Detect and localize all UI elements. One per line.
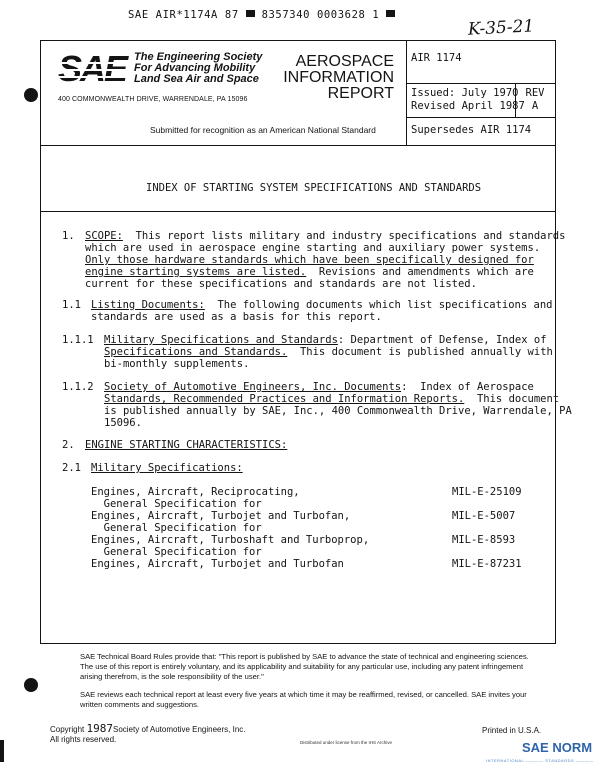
- handwritten-note: K-35-21: [467, 16, 535, 40]
- section-1-1-number: 1.1: [62, 299, 81, 311]
- issued-date: Issued: July 1970: [411, 87, 519, 99]
- spec-item-3-line-1: Engines, Aircraft, Turboshaft and Turboprop,: [91, 534, 370, 546]
- barcode-block-icon: [246, 10, 255, 17]
- issued-box-top: [406, 83, 556, 84]
- punch-hole-icon: [24, 678, 38, 692]
- printed-in: Printed in U.S.A.: [482, 726, 542, 735]
- document-number: AIR 1174: [411, 52, 462, 64]
- distribution-note: Distributed under license from the IHS Archive: [300, 740, 393, 745]
- rights-line: All rights reserved.: [50, 735, 117, 744]
- section-2-1-heading: Military Specifications:: [91, 462, 243, 474]
- section-1-1-1-number: 1.1.1: [62, 334, 94, 346]
- revision-label: REV: [525, 87, 545, 99]
- spec-item-2-line-1: Engines, Aircraft, Turbojet and Turbofan,: [91, 510, 351, 522]
- spec-item-4-line-1: Engines, Aircraft, Turbojet and Turbofan: [91, 558, 344, 570]
- sae-logo: [58, 52, 134, 86]
- revision-box: [520, 87, 550, 113]
- section-1-1-2-line-3: is published annually by SAE, Inc., 400 Commonwealth Drive, Warrendale, PA: [104, 405, 572, 417]
- section-1-1-1-line-2: Specifications and Standards. This document is published annually with: [104, 346, 553, 358]
- section-1-heading: SCOPE:: [85, 230, 123, 242]
- report-type-line-3: REPORT: [327, 85, 394, 102]
- section-1-1-1-heading: Military Specifications and Standards: [104, 334, 338, 346]
- report-type-line-2: INFORMATION: [283, 69, 394, 86]
- copyright-year: 1987: [86, 722, 113, 735]
- section-2-number: 2.: [62, 439, 75, 451]
- supersedes-note: Supersedes AIR 1174: [411, 124, 532, 136]
- header-column-divider: [406, 40, 407, 145]
- header-divider: [40, 145, 556, 146]
- section-1-1-2-line-4: 15096.: [104, 417, 142, 429]
- spec-item-2-number: MIL-E-5007: [452, 510, 516, 522]
- logo-stripe: [58, 69, 134, 71]
- technical-board-rules: SAE Technical Board Rules provide that: "This report is published by SAE to advance the state of technical and engineering sciences. The use of this report is entirely voluntary, and its applicability and suitability for any particular use, including any patent infringement arising therefrom, is the sole responsibility of the user.": [80, 652, 529, 682]
- sae-norm-subtitle: INTERNATIONAL ———— STANDARDS ————: [486, 758, 594, 763]
- sae-norm-logo: [486, 736, 596, 764]
- top-code-line: [128, 9, 395, 21]
- punch-hole-icon: [24, 88, 38, 102]
- review-note: SAE reviews each technical report at least every five years at which time it may be reaffirmed, revised, or cancelled. SAE invites your written comments and suggestions.: [80, 690, 527, 710]
- spec-item-4-number: MIL-E-87231: [452, 558, 522, 570]
- top-code-mid: 8357340 0003628 1: [261, 9, 380, 21]
- document-title: INDEX OF STARTING SYSTEM SPECIFICATIONS AND STANDARDS: [146, 182, 482, 194]
- section-1-1-heading: Listing Documents:: [91, 299, 205, 311]
- barcode-block-icon: [386, 10, 395, 17]
- top-code-left: SAE AIR*1174A 87: [128, 9, 239, 21]
- section-1-1-line-2: standards are used as a basis for this report.: [91, 311, 382, 323]
- revision-value: A: [531, 100, 539, 112]
- society-line-1: The Engineering Society: [134, 51, 263, 63]
- spec-item-3-number: MIL-E-8593: [452, 534, 516, 546]
- section-1-line-4: engine starting systems are listed. Revisions and amendments which are: [85, 266, 534, 278]
- section-1-1-line-1: Listing Documents: The following documents which list specifications and: [91, 299, 553, 311]
- copyright-block: [50, 724, 246, 745]
- revised-date: Revised April 1987: [411, 100, 525, 112]
- section-1-line-2: which are used in aerospace engine starting and auxiliary power systems.: [85, 242, 541, 254]
- section-1-1-1-line-3: bi-monthly supplements.: [104, 358, 250, 370]
- spec-item-2-line-2: General Specification for: [91, 522, 262, 534]
- section-2-heading: ENGINE STARTING CHARACTERISTICS:: [85, 439, 288, 451]
- submitted-note: Submitted for recognition as an American National Standard: [150, 125, 376, 135]
- issued-box-bottom: [406, 117, 556, 118]
- society-tagline: [134, 52, 262, 85]
- section-1-line-5: current for these specifications and standards are not listed.: [85, 278, 477, 290]
- logo-stripe: [58, 62, 134, 64]
- spec-item-1-line-1: Engines, Aircraft, Reciprocating,: [91, 486, 300, 498]
- section-1-line-3: Only those hardware standards which have been specifically designed for: [85, 254, 534, 266]
- society-address: 400 COMMONWEALTH DRIVE, WARRENDALE, PA 15096: [58, 96, 248, 103]
- copyright-line: Copyright 1987Society of Automotive Engineers, Inc.: [50, 722, 246, 735]
- sae-norm-wordmark: SAE NORM: [522, 740, 593, 755]
- spec-item-1-line-2: General Specification for: [91, 498, 262, 510]
- section-1-1-2-line-2: Standards, Recommended Practices and Information Reports. This document: [104, 393, 560, 405]
- society-line-2: For Advancing Mobility: [134, 62, 256, 74]
- section-1-1-1-line-1: Military Specifications and Standards: Department of Defense, Index of: [104, 334, 547, 346]
- edge-mark: [0, 740, 4, 762]
- section-2-1-number: 2.1: [62, 462, 81, 474]
- section-1-1-2-line-1: Society of Automotive Engineers, Inc. Documents: Index of Aerospace: [104, 381, 534, 393]
- section-1-1-2-number: 1.1.2: [62, 381, 94, 393]
- logo-stripe: [58, 76, 134, 78]
- spec-item-3-line-2: General Specification for: [91, 546, 262, 558]
- issue-dates: [411, 87, 525, 113]
- section-1-line-1: SCOPE: This report lists military and industry specifications and standards: [85, 230, 566, 242]
- society-line-3: Land Sea Air and Space: [134, 73, 259, 85]
- report-type: [270, 54, 394, 102]
- section-1-number: 1.: [62, 230, 75, 242]
- report-type-line-1: AEROSPACE: [295, 53, 394, 70]
- spec-item-1-number: MIL-E-25109: [452, 486, 522, 498]
- section-1-1-2-heading: Society of Automotive Engineers, Inc. Documents: [104, 381, 402, 393]
- title-divider: [40, 211, 556, 212]
